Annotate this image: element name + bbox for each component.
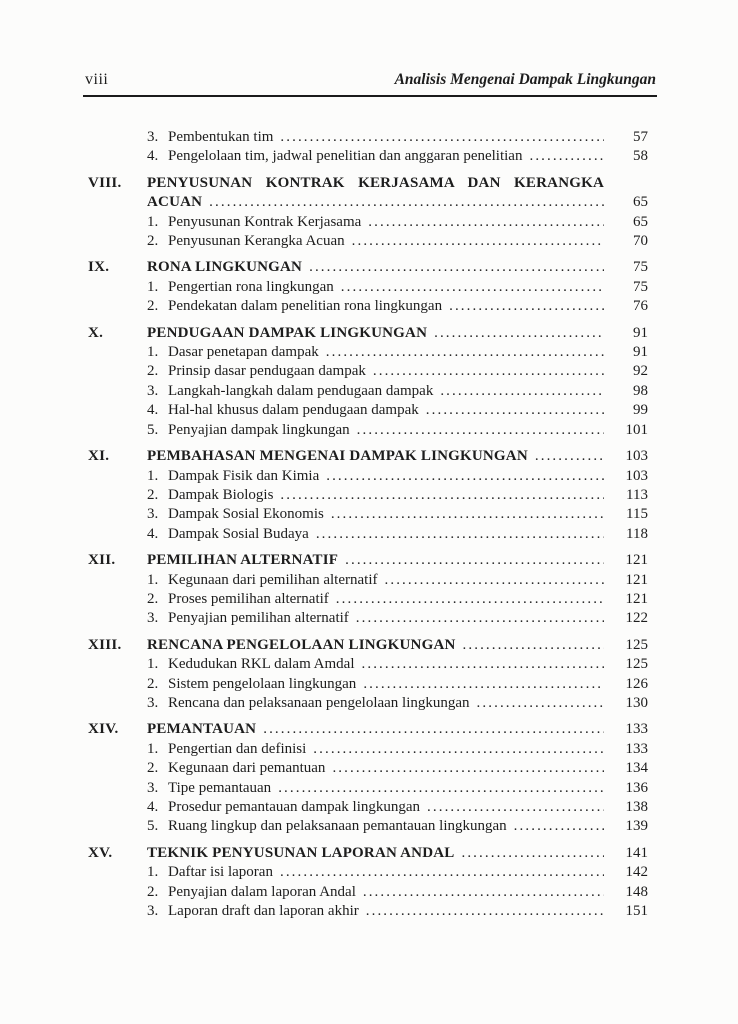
- toc-section: [88, 720, 648, 836]
- entry-main: [147, 694, 604, 713]
- item-label: Proses pemilihan alternatif: [168, 590, 329, 607]
- page-ref: 101: [625, 421, 648, 438]
- item-label: Hal-hal khusus dalam pendugaan dampak: [168, 402, 419, 419]
- toc-section-heading: [88, 258, 648, 277]
- page-ref: 103: [625, 448, 648, 465]
- toc-section-heading: [88, 447, 648, 466]
- dot-leader: [522, 147, 604, 166]
- toc-item-row: [88, 421, 648, 440]
- page-ref: 76: [633, 298, 648, 315]
- dot-leader: [273, 863, 604, 882]
- item-number: 3.: [147, 382, 159, 399]
- page-ref: 122: [625, 610, 648, 627]
- entry-main: [147, 297, 604, 316]
- page-ref: 75: [633, 278, 648, 295]
- page-ref: 142: [625, 864, 648, 881]
- toc-item-row: [88, 147, 648, 166]
- item-number: 2.: [147, 486, 159, 503]
- toc-item-row: [88, 798, 648, 817]
- entry-main: [147, 863, 604, 882]
- item-label: Dampak Sosial Budaya: [168, 525, 309, 542]
- item-number: 1.: [147, 864, 159, 881]
- page-ref: 136: [625, 779, 648, 796]
- dot-leader: [359, 902, 604, 921]
- item-number: 4.: [147, 148, 159, 165]
- item-label: Ruang lingkup dan pelaksanaan pemantauan lingkungan: [168, 818, 507, 835]
- page-ref: 70: [633, 233, 648, 250]
- toc-item-row: [88, 609, 648, 628]
- toc-item-row: [88, 902, 648, 921]
- item-number: 3.: [147, 903, 159, 920]
- page-ref: 130: [625, 694, 648, 711]
- dot-leader: [427, 324, 604, 343]
- table-of-contents: [88, 128, 648, 921]
- dot-leader: [470, 694, 604, 713]
- page-ref: 57: [633, 129, 648, 145]
- item-number: 1.: [147, 740, 159, 757]
- toc-item-row: [88, 779, 648, 798]
- item-number: 5.: [147, 421, 159, 438]
- item-label: Pengelolaan tim, jadwal penelitian dan anggaran penelitian: [168, 148, 523, 165]
- dot-leader: [319, 343, 604, 362]
- section-numeral: XIII.: [88, 636, 122, 653]
- toc-section: [88, 258, 648, 316]
- entry-main: [147, 779, 604, 798]
- entry-main: [147, 590, 604, 609]
- page-ref: 113: [626, 486, 648, 503]
- dot-leader: [528, 447, 604, 466]
- entry-main: [147, 174, 604, 193]
- toc-item-row: [88, 863, 648, 882]
- entry-main: [147, 213, 604, 232]
- item-label: Penyusunan Kerangka Acuan: [168, 233, 345, 250]
- entry-main: [147, 817, 604, 836]
- item-number: 2.: [147, 363, 159, 380]
- item-number: 1.: [147, 344, 159, 361]
- item-label: Penyajian pemilihan alternatif: [168, 610, 349, 627]
- toc-item-row: [88, 590, 648, 609]
- entry-main: [147, 128, 604, 147]
- dot-leader: [456, 636, 604, 655]
- toc-item-row: [88, 467, 648, 486]
- toc-section-heading: [88, 720, 648, 739]
- toc-item-row: [88, 362, 648, 381]
- entry-main: [147, 636, 604, 655]
- item-number: 1.: [147, 278, 159, 295]
- item-label: Kedudukan RKL dalam Amdal: [168, 656, 355, 673]
- dot-leader: [350, 421, 604, 440]
- toc-section-heading: [88, 324, 648, 343]
- page-ref: 98: [633, 382, 648, 399]
- item-label: Pengertian dan definisi: [168, 740, 307, 757]
- toc-item-row: [88, 759, 648, 778]
- page-ref: 139: [625, 818, 648, 835]
- entry-main: [147, 382, 604, 401]
- dot-leader: [256, 720, 604, 739]
- entry-main: [147, 844, 604, 863]
- item-number: 3.: [147, 779, 159, 796]
- entry-main: [147, 525, 604, 544]
- toc-item-row: [88, 486, 648, 505]
- item-number: 4.: [147, 799, 159, 815]
- item-number: 2.: [147, 590, 159, 607]
- entry-main: [147, 447, 604, 466]
- entry-main: [147, 505, 604, 524]
- entry-main: [147, 324, 604, 343]
- item-label: Prinsip dasar pendugaan dampak: [168, 363, 366, 380]
- page-ref: 99: [633, 402, 648, 419]
- section-title-text: PEMBAHASAN MENGENAI DAMPAK LINGKUNGAN: [147, 448, 528, 465]
- dot-leader: [442, 297, 604, 316]
- entry-main: [147, 467, 604, 486]
- item-number: 2.: [147, 760, 159, 777]
- entry-main: [147, 278, 604, 297]
- item-label: Kegunaan dari pemilihan alternatif: [168, 571, 378, 588]
- toc-item-row: [88, 401, 648, 420]
- item-label: Prosedur pemantauan dampak lingkungan: [168, 799, 421, 815]
- toc-section-heading: [88, 844, 648, 863]
- item-number: 1.: [147, 213, 159, 230]
- toc-item-row: [88, 128, 648, 147]
- dot-leader: [273, 128, 604, 147]
- entry-main: [147, 759, 604, 778]
- section-numeral: XIV.: [88, 721, 119, 738]
- item-number: 1.: [147, 656, 159, 673]
- entry-main: [147, 551, 604, 570]
- page-ref: 151: [625, 903, 648, 920]
- page-ref: 133: [625, 721, 648, 738]
- toc-section: [88, 551, 648, 629]
- dot-leader: [361, 213, 604, 232]
- item-label: Pembentukan tim: [168, 129, 274, 145]
- toc-section: [88, 174, 648, 252]
- entry-main: [147, 193, 604, 212]
- toc-item-row: [88, 883, 648, 902]
- page-ref: 133: [625, 740, 648, 757]
- page-ref: 121: [625, 590, 648, 607]
- toc-section: [88, 447, 648, 544]
- item-number: 2.: [147, 675, 159, 692]
- section-title-text: PENYUSUNAN KONTRAK KERJASAMA DAN KERANGKA: [147, 174, 604, 191]
- item-number: 2.: [147, 298, 159, 315]
- page-ref: 134: [625, 760, 648, 777]
- toc-section-heading: [88, 551, 648, 570]
- dot-leader: [349, 609, 604, 628]
- entry-main: [147, 486, 604, 505]
- entry-main: [147, 343, 604, 362]
- item-number: 2.: [147, 883, 159, 900]
- item-label: Rencana dan pelaksanaan pengelolaan lingkungan: [168, 694, 470, 711]
- toc-item-row: [88, 655, 648, 674]
- toc-section-heading: [88, 636, 648, 655]
- section-title-text: PEMILIHAN ALTERNATIF: [147, 552, 339, 569]
- entry-main: [147, 232, 604, 251]
- item-number: 4.: [147, 525, 159, 542]
- item-label: Langkah-langkah dalam pendugaan dampak: [168, 382, 434, 399]
- dot-leader: [345, 232, 604, 251]
- item-label: Daftar isi laporan: [168, 864, 273, 881]
- item-label: Dampak Biologis: [168, 486, 274, 503]
- dot-leader: [507, 817, 604, 836]
- dot-leader: [306, 740, 604, 759]
- item-label: Kegunaan dari pemantuan: [168, 760, 326, 777]
- toc-section: [88, 636, 648, 714]
- page-ref: 141: [625, 844, 648, 861]
- page-ref: 126: [625, 675, 648, 692]
- section-numeral: XI.: [88, 448, 110, 465]
- dot-leader: [355, 655, 605, 674]
- item-number: 3.: [147, 506, 159, 523]
- toc-item-row: [88, 525, 648, 544]
- entry-main: [147, 675, 604, 694]
- section-numeral: XII.: [88, 552, 116, 569]
- section-title-text: RENCANA PENGELOLAAN LINGKUNGAN: [147, 636, 456, 653]
- toc-item-row: [88, 278, 648, 297]
- toc-item-row: [88, 343, 648, 362]
- entry-main: [147, 258, 604, 277]
- toc-item-row: [88, 505, 648, 524]
- toc-item-row: [88, 675, 648, 694]
- page-ref: 65: [633, 213, 648, 230]
- toc-item-row: [88, 232, 648, 251]
- page-ref: 118: [626, 525, 648, 542]
- item-number: 2.: [147, 233, 159, 250]
- dot-leader: [273, 486, 604, 505]
- entry-main: [147, 798, 604, 817]
- item-number: 3.: [147, 694, 159, 711]
- section-numeral: IX.: [88, 259, 110, 276]
- page-ref: 121: [625, 552, 648, 569]
- item-label: Penyajian dalam laporan Andal: [168, 883, 356, 900]
- page-ref: 121: [625, 571, 648, 588]
- item-number: 4.: [147, 402, 159, 419]
- entry-main: [147, 655, 604, 674]
- toc-item-row: [88, 817, 648, 836]
- dot-leader: [419, 401, 604, 420]
- dot-leader: [319, 467, 604, 486]
- item-label: Dampak Sosial Ekonomis: [168, 506, 324, 523]
- toc-item-row: [88, 571, 648, 590]
- section-numeral: XV.: [88, 844, 113, 861]
- dot-leader: [302, 258, 604, 277]
- entry-main: [147, 883, 604, 902]
- toc-section-heading: [88, 193, 648, 212]
- entry-main: [147, 362, 604, 381]
- entry-main: [147, 740, 604, 759]
- section-title-text: RONA LINGKUNGAN: [147, 259, 303, 276]
- item-number: 5.: [147, 818, 159, 835]
- page-ref: 75: [633, 259, 648, 276]
- entry-main: [147, 421, 604, 440]
- section-title-text: TEKNIK PENYUSUNAN LAPORAN ANDAL: [147, 844, 455, 861]
- dot-leader: [325, 759, 604, 778]
- entry-main: [147, 902, 604, 921]
- page-ref: 138: [625, 799, 648, 815]
- entry-main: [147, 147, 604, 166]
- section-numeral: X.: [88, 324, 104, 341]
- page-ref: 91: [633, 324, 648, 341]
- item-label: Pengertian rona lingkungan: [168, 278, 334, 295]
- page-ref: 65: [633, 194, 648, 211]
- dot-leader: [356, 883, 604, 902]
- entry-main: [147, 571, 604, 590]
- entry-main: [147, 720, 604, 739]
- toc-item-row: [88, 740, 648, 759]
- page-ref: 115: [626, 506, 648, 523]
- section-title-text: PEMANTAUAN: [147, 721, 257, 738]
- dot-leader: [202, 193, 604, 212]
- item-label: Penyajian dampak lingkungan: [168, 421, 350, 438]
- item-label: Penyusunan Kontrak Kerjasama: [168, 213, 362, 230]
- item-label: Pendekatan dalam penelitian rona lingkungan: [168, 298, 443, 315]
- dot-leader: [324, 505, 604, 524]
- toc-item-row: [88, 382, 648, 401]
- toc-section: [88, 324, 648, 440]
- toc-section: [88, 844, 648, 922]
- dot-leader: [309, 525, 604, 544]
- item-label: Dasar penetapan dampak: [168, 344, 319, 361]
- section-title-text: PENDUGAAN DAMPAK LINGKUNGAN: [147, 324, 428, 341]
- dot-leader: [356, 675, 604, 694]
- page-ref: 58: [633, 148, 648, 165]
- dot-leader: [433, 382, 604, 401]
- item-number: 3.: [147, 129, 159, 145]
- running-title: Analisis Mengenai Dampak Lingkungan: [394, 71, 656, 88]
- item-number: 1.: [147, 467, 159, 484]
- folio-page-number: viii: [85, 71, 109, 88]
- toc-section-heading: [88, 174, 648, 193]
- item-label: Sistem pengelolaan lingkungan: [168, 675, 357, 692]
- section-title-text: ACUAN: [147, 194, 203, 211]
- dot-leader: [329, 590, 604, 609]
- toc-item-row: [88, 694, 648, 713]
- toc-item-row: [88, 213, 648, 232]
- entry-main: [147, 401, 604, 420]
- header-rule: [83, 95, 657, 97]
- page-ref: 91: [633, 344, 648, 361]
- dot-leader: [454, 844, 604, 863]
- page-header: [85, 71, 656, 89]
- dot-leader: [338, 551, 604, 570]
- item-label: Tipe pemantauan: [168, 779, 272, 796]
- dot-leader: [334, 278, 604, 297]
- dot-leader: [271, 779, 604, 798]
- entry-main: [147, 609, 604, 628]
- page-ref: 103: [625, 467, 648, 484]
- page-ref: 125: [625, 636, 648, 653]
- section-numeral: VIII.: [88, 174, 122, 191]
- item-number: 1.: [147, 571, 159, 588]
- dot-leader: [366, 362, 604, 381]
- page-ref: 92: [633, 363, 648, 380]
- page-ref: 125: [625, 656, 648, 673]
- toc-item-row: [88, 297, 648, 316]
- dot-leader: [420, 798, 604, 817]
- dot-leader: [378, 571, 605, 590]
- item-label: Dampak Fisik dan Kimia: [168, 467, 320, 484]
- item-label: Laporan draft dan laporan akhir: [168, 903, 359, 920]
- page-ref: 148: [625, 883, 648, 900]
- item-number: 3.: [147, 610, 159, 627]
